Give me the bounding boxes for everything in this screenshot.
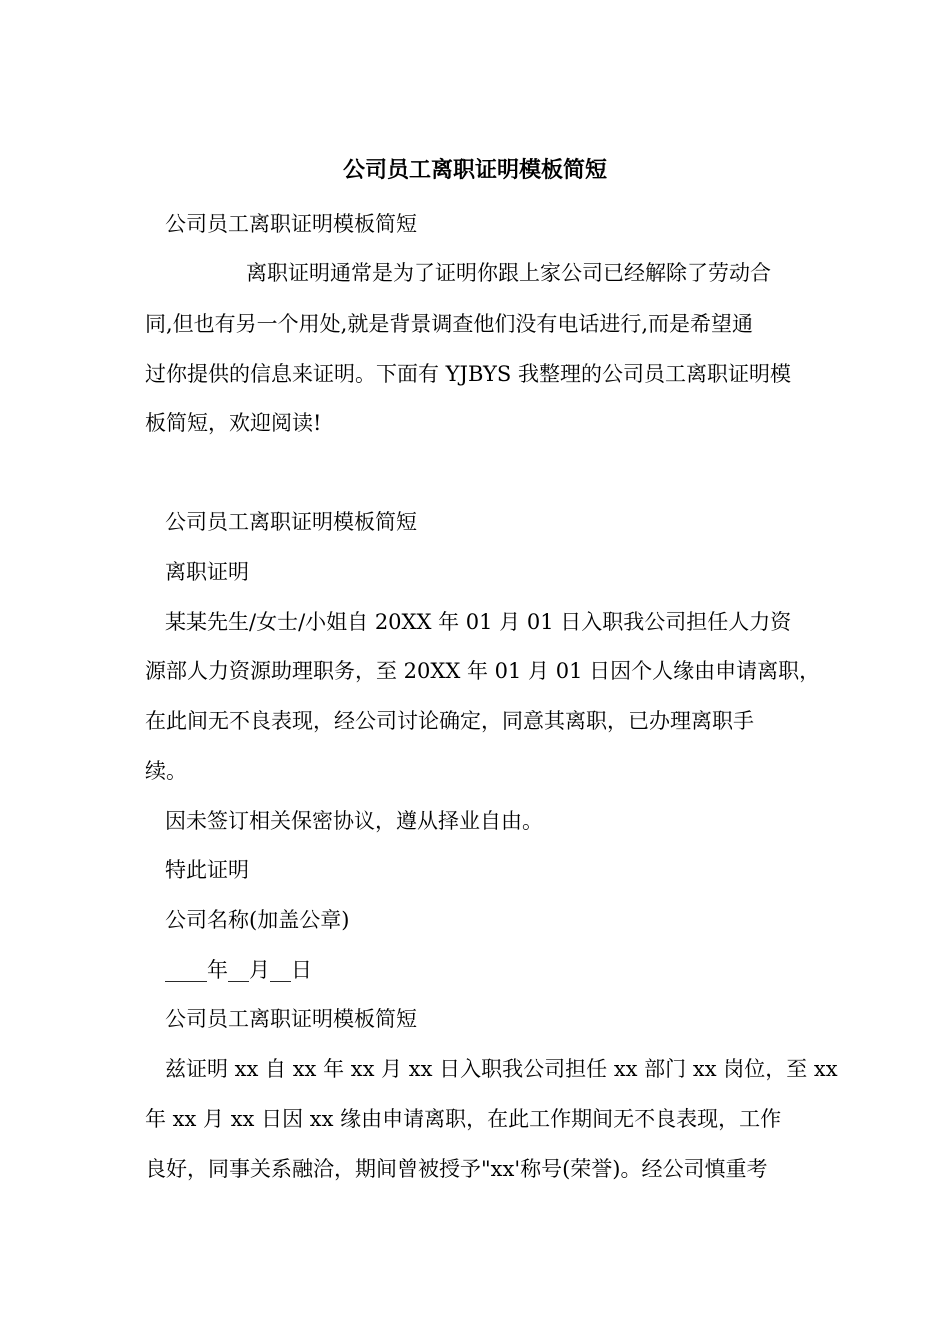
certificate-body-line-1: 某某先生/女士/小姐自 20XX 年 01 月 01 日入职我公司担任人力资 — [165, 610, 792, 634]
subtitle-line: 公司员工离职证明模板简短 — [165, 212, 417, 236]
confidentiality-line: 因未签订相关保密协议，遵从择业自由。 — [165, 809, 543, 833]
certificate-body-line-3: 在此间无不良表现，经公司讨论确定，同意其离职，已办理离职手 — [145, 709, 754, 733]
certificate-body-line-4: 续。 — [145, 759, 187, 783]
intro-line-3: 过你提供的信息来证明。下面有 YJBYS 我整理的公司员工离职证明模 — [145, 362, 791, 386]
section-heading-2: 公司员工离职证明模板简短 — [165, 1007, 417, 1031]
intro-line-1: 离职证明通常是为了证明你跟上家公司已经解除了劳动合 — [246, 261, 771, 285]
template2-line-3: 良好，同事关系融洽，期间曾被授予"xx'称号(荣誉)。经公司慎重考 — [145, 1157, 768, 1181]
certificate-heading: 离职证明 — [165, 560, 249, 584]
intro-line-4: 板简短，欢迎阅读! — [145, 411, 322, 435]
document-title: 公司员工离职证明模板简短 — [342, 157, 607, 183]
hereby-certify-line: 特此证明 — [165, 858, 249, 882]
intro-line-2: 同,但也有另一个用处,就是背景调查他们没有电话进行,而是希望通 — [145, 312, 754, 336]
company-name-line: 公司名称(加盖公章) — [165, 908, 350, 932]
template2-line-1: 兹证明 xx 自 xx 年 xx 月 xx 日入职我公司担任 xx 部门 xx 岗位，至 xx — [165, 1057, 838, 1081]
date-line: ____年__月__日 — [165, 958, 312, 982]
template2-line-2: 年 xx 月 xx 日因 xx 缘由申请离职，在此工作期间无不良表现，工作 — [145, 1107, 782, 1131]
certificate-body-line-2: 源部人力资源助理职务，至 20XX 年 01 月 01 日因个人缘由申请离职， — [145, 659, 821, 683]
section-heading-1: 公司员工离职证明模板简短 — [165, 510, 417, 534]
